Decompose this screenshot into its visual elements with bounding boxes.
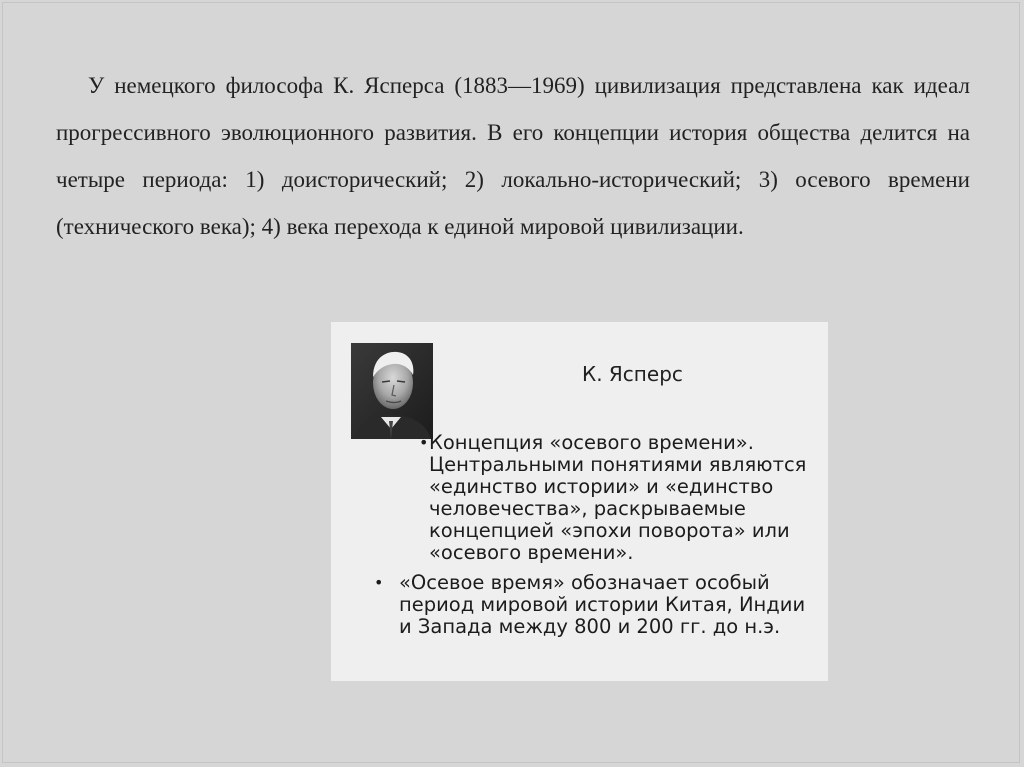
bullet-icon: • xyxy=(374,573,384,592)
jaspers-card xyxy=(331,322,828,681)
card-title: К. Ясперс xyxy=(582,362,683,386)
bullet-text: «Осевое время» обозначает особый период мировой истории Китая, Индии и Запада между 800 и 200 гг. до н.э. xyxy=(399,571,806,638)
bullet-list xyxy=(374,431,821,638)
jaspers-portrait xyxy=(351,343,433,439)
list-item xyxy=(399,432,821,564)
body-paragraph: У немецкого философа К. Ясперса (1883—1969) цивилизация представлена как идеал прогрессивного эволюционного развития. В его концепции история общества делится на четыре периода: 1) доисторический; 2) локально-исторический; 3) осевого времени (технического века); 4) века перехода к единой мировой цивилизации. xyxy=(56,73,970,239)
bullet-icon: • xyxy=(419,433,429,452)
list-item xyxy=(374,571,821,638)
bullet-text: Концепция «осевого времени». Центральными понятиями являются «единство истории» и «единство человечества», раскрываемые концепцией «эпохи поворота» или «осевого времени». xyxy=(429,431,807,564)
